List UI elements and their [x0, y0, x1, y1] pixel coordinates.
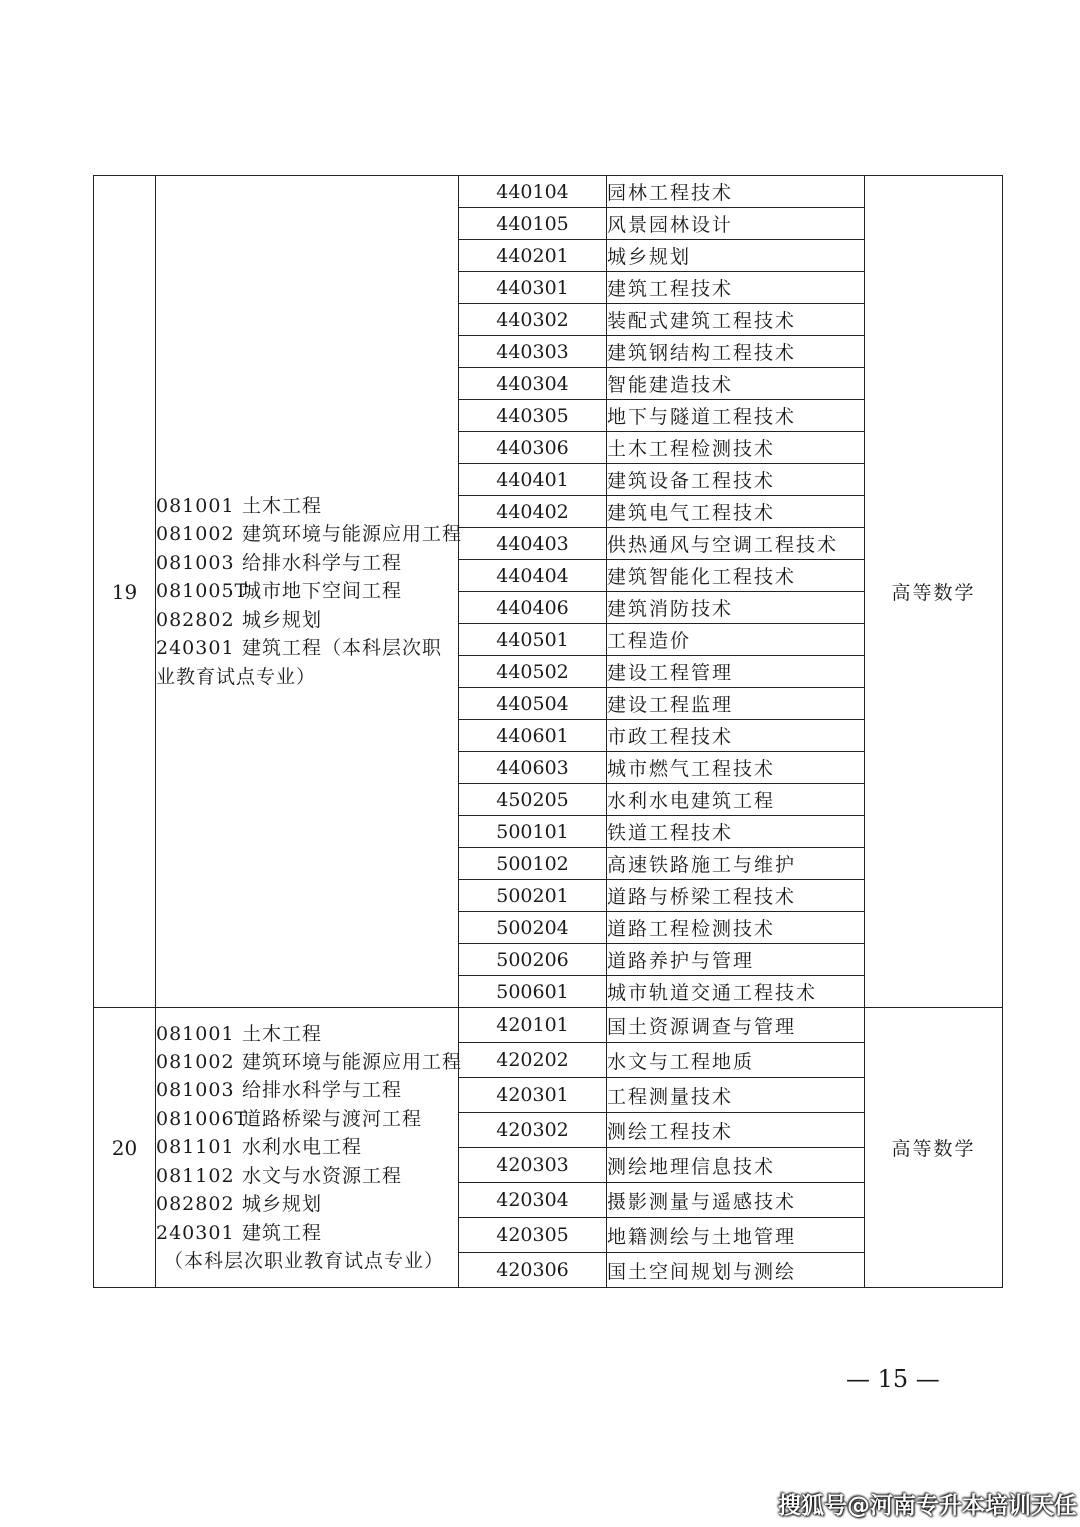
bachelor-major [156, 492, 458, 520]
bachelor-major-code: 081002 [156, 1051, 235, 1074]
major-name: 建筑工程技术 [607, 272, 865, 304]
major-code: 440104 [459, 176, 607, 208]
exam-subject: 高等数学 [865, 1008, 1003, 1288]
major-name: 风景园林设计 [607, 208, 865, 240]
bachelor-major [156, 1020, 458, 1048]
major-name: 建筑电气工程技术 [607, 496, 865, 528]
bachelor-major-code: 240301 [156, 1221, 235, 1244]
major-code: 440401 [459, 464, 607, 496]
major-name: 道路养护与管理 [607, 944, 865, 976]
major-name: 建筑消防技术 [607, 592, 865, 624]
bachelor-major-code: 081006T [156, 1107, 249, 1130]
major-name: 摄影测量与遥感技术 [607, 1183, 865, 1218]
major-name: 地籍测绘与土地管理 [607, 1218, 865, 1253]
major-name: 测绘工程技术 [607, 1113, 865, 1148]
major-code: 440504 [459, 688, 607, 720]
group-number: 20 [94, 1008, 156, 1288]
major-name: 测绘地理信息技术 [607, 1148, 865, 1183]
bachelor-major-code: 081003 [156, 551, 235, 574]
major-name: 工程测量技术 [607, 1078, 865, 1113]
major-code: 500102 [459, 848, 607, 880]
bachelor-major-code: 081101 [156, 1136, 235, 1159]
bachelor-majors-cell [156, 1008, 463, 1288]
major-code: 420301 [459, 1078, 607, 1113]
bachelor-major [156, 1133, 458, 1161]
bachelor-major-name: 水利水电工程 [242, 1136, 363, 1159]
bachelor-major-name: 给排水科学与工程 [242, 1079, 403, 1102]
major-code: 440501 [459, 624, 607, 656]
major-code: 440404 [459, 560, 607, 592]
table-row [94, 176, 1003, 208]
major-code: 450205 [459, 784, 607, 816]
major-code: 440502 [459, 656, 607, 688]
exam-subject: 高等数学 [865, 176, 1003, 1008]
bachelor-major-code: 082802 [156, 1193, 235, 1216]
bachelor-major-code: 081002 [156, 523, 235, 546]
major-code: 440603 [459, 752, 607, 784]
major-code: 420305 [459, 1218, 607, 1253]
bachelor-major-name: 水文与水资源工程 [242, 1164, 403, 1187]
major-name: 建筑智能化工程技术 [607, 560, 865, 592]
bachelor-major-name: 建筑工程 [242, 1221, 323, 1244]
major-code: 440306 [459, 432, 607, 464]
bachelor-major-name: 给排水科学与工程 [242, 551, 403, 574]
bachelor-major-code: 081001 [156, 495, 235, 518]
major-name: 国土空间规划与测绘 [607, 1253, 865, 1288]
bachelor-major [156, 1190, 458, 1218]
bachelor-major [156, 1162, 458, 1190]
bachelor-major [156, 606, 458, 634]
bachelor-major-code: 082802 [156, 608, 235, 631]
bachelor-major-name: 城乡规划 [242, 608, 323, 631]
bachelor-major-code: 081005T [156, 580, 249, 603]
bachelor-major [156, 549, 458, 577]
major-name: 建筑钢结构工程技术 [607, 336, 865, 368]
major-name: 高速铁路施工与维护 [607, 848, 865, 880]
bachelor-major-name: 土木工程 [242, 1022, 323, 1045]
major-code: 440303 [459, 336, 607, 368]
major-code: 420202 [459, 1043, 607, 1078]
bachelor-major-name: 道路桥梁与渡河工程 [242, 1107, 423, 1130]
major-name: 城市燃气工程技术 [607, 752, 865, 784]
major-name: 建设工程管理 [607, 656, 865, 688]
bachelor-major [156, 1105, 458, 1133]
major-code: 500201 [459, 880, 607, 912]
bachelor-major-name: 建筑环境与能源应用工程 [242, 523, 463, 546]
bachelor-major [156, 1219, 458, 1247]
major-code: 440201 [459, 240, 607, 272]
major-code: 420306 [459, 1253, 607, 1288]
page-number: — 15 — [846, 1365, 940, 1393]
bachelor-major-name-continued: （本科层次职业教育试点专业） [164, 1249, 445, 1272]
major-name: 水文与工程地质 [607, 1043, 865, 1078]
major-code: 440402 [459, 496, 607, 528]
bachelor-major-name: 土木工程 [242, 495, 323, 518]
major-name: 建设工程监理 [607, 688, 865, 720]
major-code: 420101 [459, 1008, 607, 1043]
bachelor-major-code: 081001 [156, 1022, 235, 1045]
major-name: 供热通风与空调工程技术 [607, 528, 865, 560]
bachelor-major [156, 1048, 463, 1076]
group-number: 19 [94, 176, 156, 1008]
major-name: 园林工程技术 [607, 176, 865, 208]
major-code: 500204 [459, 912, 607, 944]
bachelor-major-name-continued: 业教育试点专业） [156, 665, 317, 688]
major-code: 500601 [459, 976, 607, 1008]
bachelor-major [156, 1076, 458, 1104]
major-name: 市政工程技术 [607, 720, 865, 752]
bachelor-major [156, 520, 463, 548]
major-name: 工程造价 [607, 624, 865, 656]
major-code: 420302 [459, 1113, 607, 1148]
bachelor-majors-cell [156, 176, 463, 1008]
major-table [93, 175, 1003, 1288]
major-code: 440301 [459, 272, 607, 304]
major-name: 道路工程检测技术 [607, 912, 865, 944]
watermark: 搜狐号@河南专升本培训天任 [778, 1493, 1077, 1519]
major-name: 国土资源调查与管理 [607, 1008, 865, 1043]
major-code: 440601 [459, 720, 607, 752]
major-code: 500206 [459, 944, 607, 976]
major-code: 420303 [459, 1148, 607, 1183]
major-name: 智能建造技术 [607, 368, 865, 400]
major-code: 440403 [459, 528, 607, 560]
major-name: 城乡规划 [607, 240, 865, 272]
bachelor-major-name: 建筑环境与能源应用工程 [242, 1051, 463, 1074]
major-code: 440305 [459, 400, 607, 432]
major-name: 土木工程检测技术 [607, 432, 865, 464]
major-code: 440302 [459, 304, 607, 336]
bachelor-major-name: 城市地下空间工程 [242, 580, 403, 603]
major-name: 建筑设备工程技术 [607, 464, 865, 496]
major-code: 500101 [459, 816, 607, 848]
major-code: 420304 [459, 1183, 607, 1218]
major-name: 道路与桥梁工程技术 [607, 880, 865, 912]
table-row [94, 1008, 1003, 1043]
bachelor-major-code: 081003 [156, 1079, 235, 1102]
bachelor-major-code: 081102 [156, 1164, 235, 1187]
bachelor-major-name: 城乡规划 [242, 1193, 323, 1216]
major-name: 装配式建筑工程技术 [607, 304, 865, 336]
bachelor-major [156, 634, 458, 662]
bachelor-major [156, 577, 458, 605]
major-code: 440406 [459, 592, 607, 624]
major-name: 铁道工程技术 [607, 816, 865, 848]
major-name: 城市轨道交通工程技术 [607, 976, 865, 1008]
bachelor-major-code: 240301 [156, 637, 235, 660]
major-name: 地下与隧道工程技术 [607, 400, 865, 432]
major-code: 440105 [459, 208, 607, 240]
major-code: 440304 [459, 368, 607, 400]
major-name: 水利水电建筑工程 [607, 784, 865, 816]
bachelor-major-name: 建筑工程（本科层次职 [242, 637, 443, 660]
